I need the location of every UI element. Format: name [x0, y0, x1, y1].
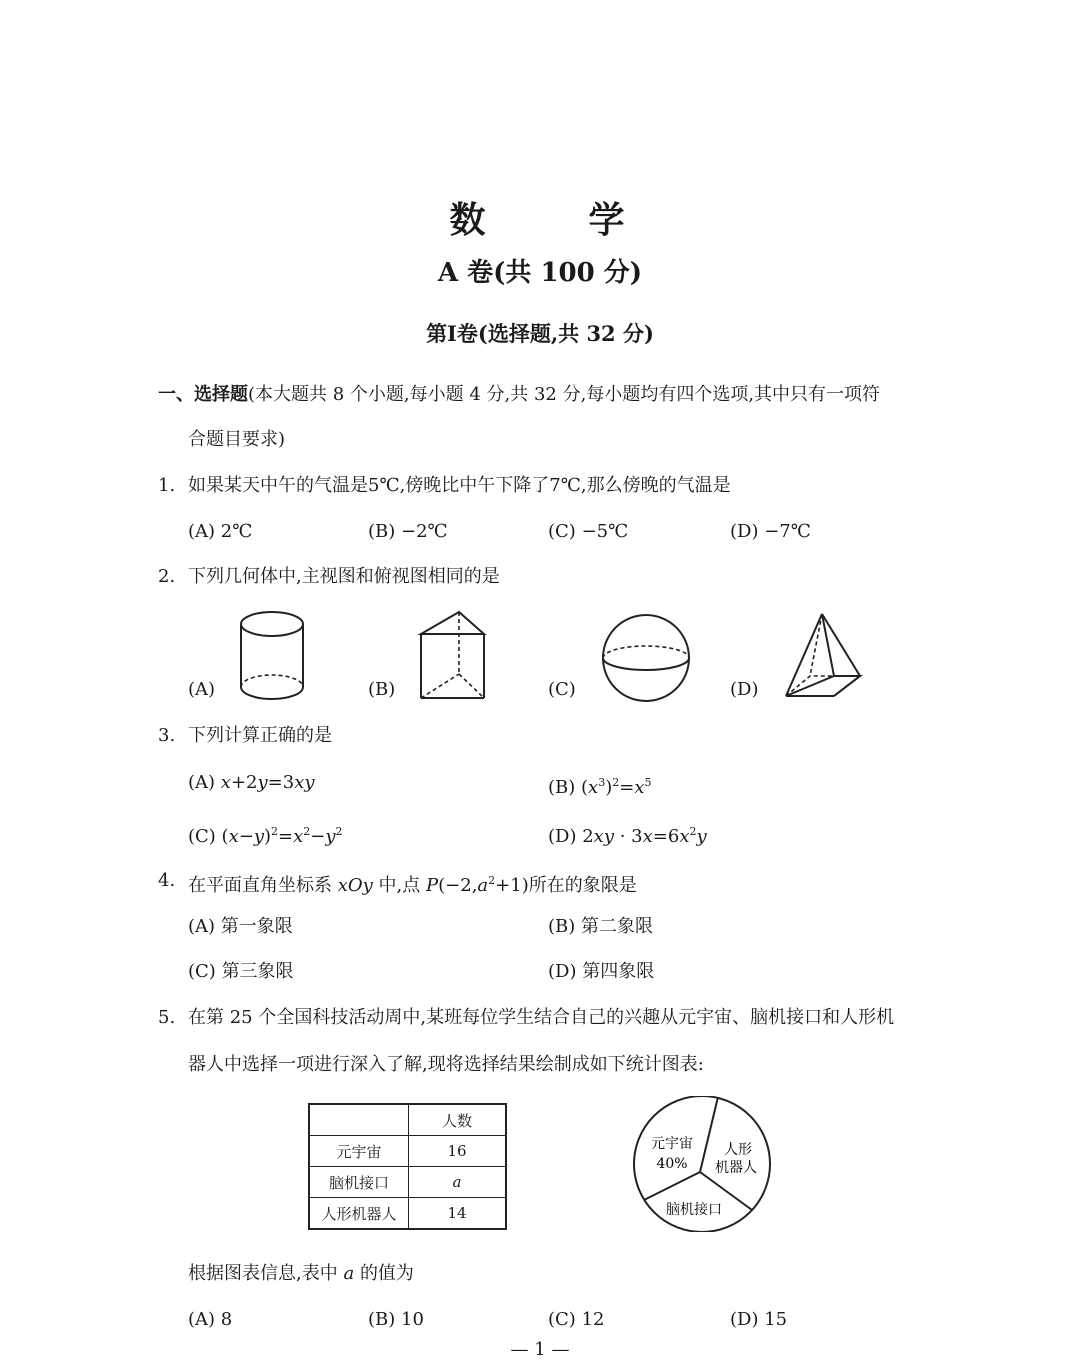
option-d: (D) 15 — [730, 1309, 788, 1330]
section-title: 第Ⅰ卷(选择题,共 32 分) — [426, 321, 654, 346]
question-number: 1. — [158, 475, 176, 496]
part-label: 一、选择题 — [158, 384, 248, 405]
triangular-prism-icon — [416, 608, 490, 704]
option-c: (C) 12 — [548, 1309, 605, 1330]
sphere-icon — [598, 610, 694, 706]
question-stem: 在平面直角坐标系 xOy 中,点 $P(-2,a^2+1)$所在的象限是 — [188, 874, 637, 896]
table-header-row — [309, 1104, 506, 1136]
question-number: 2. — [158, 566, 176, 587]
option-c-label: (C) — [548, 679, 576, 700]
table-cell: 人形机器人 — [309, 1198, 409, 1230]
question-stem-line2: 器人中选择一项进行深入了解,现将选择结果绘制成如下统计图表: — [188, 1054, 704, 1075]
question-number: 3. — [158, 725, 176, 746]
option-a: (A) x+2y=3xy — [188, 772, 315, 793]
title-char-1: 数 — [449, 199, 492, 241]
option-c: (C) −5℃ — [548, 521, 629, 542]
paper-subtitle: A 卷(共 100 分) — [437, 258, 643, 288]
pie-slice-divider — [644, 1172, 700, 1200]
part-instruction — [158, 383, 880, 407]
option-c: (C) $(x-y)^2=x^2-y^2$ — [188, 825, 343, 847]
option-a: (A) 2℃ — [188, 521, 253, 542]
option-a-label: (A) — [188, 679, 216, 700]
part-instruction-line2: 合题目要求) — [188, 429, 286, 450]
table-cell: 脑机接口 — [309, 1167, 409, 1198]
question-number: 5. — [158, 1007, 176, 1028]
pie-label-robot-line2: 机器人 — [715, 1160, 757, 1176]
option-b-label: (B) — [368, 679, 396, 700]
table-cell: 16 — [409, 1136, 507, 1167]
table-header-cell — [309, 1104, 409, 1136]
table-row — [309, 1136, 506, 1167]
pie-label-bci: 脑机接口 — [666, 1202, 722, 1218]
option-c: (C) 第三象限 — [188, 961, 294, 982]
option-d: (D) 第四象限 — [548, 961, 655, 982]
table-cell: 14 — [409, 1198, 507, 1230]
question-prompt: 根据图表信息,表中 a 的值为 — [188, 1263, 414, 1284]
pie-value-metaverse: 40% — [656, 1156, 688, 1172]
page-number: — 1 — — [510, 1339, 570, 1360]
option-b: (B) $(x^3)^2=x^5$ — [548, 776, 652, 798]
option-a: (A) 8 — [188, 1309, 233, 1330]
question-stem: 下列计算正确的是 — [188, 725, 332, 746]
pie-chart — [628, 1096, 776, 1232]
option-d: (D) $2xy \cdot 3x=6x^2y$ — [548, 825, 707, 847]
question-stem: 下列几何体中,主视图和俯视图相同的是 — [188, 566, 500, 587]
option-a: (A) 第一象限 — [188, 916, 293, 937]
cylinder-icon — [236, 608, 310, 704]
square-pyramid-icon — [780, 608, 866, 704]
title-char-2: 学 — [588, 199, 631, 241]
pie-label-metaverse: 元宇宙 — [651, 1136, 693, 1152]
question-number: 4. — [158, 870, 176, 891]
option-d: (D) −7℃ — [730, 521, 811, 542]
question-stem: 如果某天中午的气温是5℃,傍晚比中午下降了7℃,那么傍晚的气温是 — [188, 475, 731, 496]
table-row — [309, 1167, 506, 1198]
table-cell: 元宇宙 — [309, 1136, 409, 1167]
option-d-label: (D) — [730, 679, 759, 700]
option-b: (B) 10 — [368, 1309, 424, 1330]
question-stem-line1: 在第 25 个全国科技活动周中,某班每位学生结合自己的兴趣从元宇宙、脑机接口和人形机 — [188, 1007, 895, 1028]
table-header-cell: 人数 — [409, 1104, 507, 1136]
statistics-table — [308, 1103, 507, 1230]
table-row — [309, 1198, 506, 1230]
page-title — [0, 192, 1080, 243]
option-b: (B) 第二象限 — [548, 916, 654, 937]
pie-label-robot-line1: 人形 — [724, 1142, 752, 1158]
table-cell: a — [409, 1167, 507, 1198]
option-b: (B) −2℃ — [368, 521, 448, 542]
part-instruction-line1: (本大题共 8 个小题,每小题 4 分,共 32 分,每小题均有四个选项,其中只有一项符 — [248, 384, 881, 405]
